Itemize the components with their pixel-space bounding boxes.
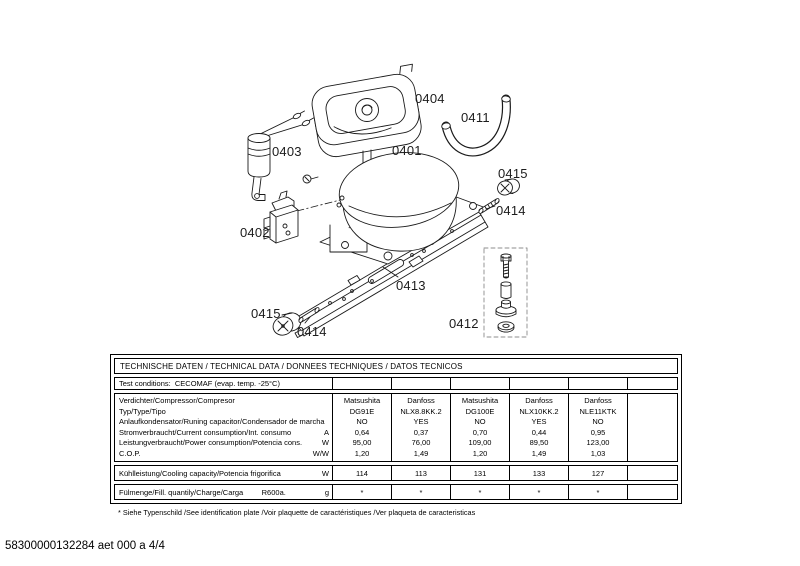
compressor-column-1: Matsushita DG91E NO 0,64 95,00 1,20	[332, 394, 391, 461]
part-label-0411: 0411	[461, 110, 490, 125]
refrigerant-type: R600a.	[261, 487, 286, 497]
part-label-0414-right: 0414	[496, 203, 526, 218]
cooling-capacity-row: Kühlleistung/Cooling capacity/Potencia frigorifica W 114 113 131 133 127	[114, 465, 678, 481]
part-label-0412: 0412	[449, 316, 479, 331]
row-label: Stromverbraucht/Current consumption/Int. consumo A	[119, 427, 329, 437]
compressor	[303, 146, 486, 264]
row-label: Leistungverbraucht/Power consumption/Potencia cons. W	[119, 438, 329, 447]
test-cell-2	[391, 378, 450, 389]
test-cell-4	[509, 378, 568, 389]
part-label-0403: 0403	[272, 144, 302, 159]
part-label-0414-left: 0414	[297, 324, 327, 339]
test-cell-5	[568, 378, 627, 389]
part-label-0415-left: 0415	[251, 306, 281, 321]
table-footnote: * Siehe Typenschild /See identification plate /Voir plaquette de caractéristiques /Ver plaqueta de caracteristicas	[118, 508, 476, 517]
fill-quantity-row: Fülmenge/Fill. quantily/Charge/Carga R600a. g * * * * *	[114, 484, 678, 500]
fixing-kit	[484, 248, 527, 337]
compressor-column-4: Danfoss NLX10KK.2 YES 0,44 89,50 1,49	[509, 394, 568, 461]
compressor-data-block	[114, 393, 678, 462]
part-label-0401: 0401	[392, 143, 422, 158]
test-conditions-label: Test conditions: CECOMAF (evap. temp. -25°C)	[119, 379, 280, 388]
table-title: TECHNISCHE DATEN / TECHNICAL DATA / DONNEES TECHNIQUES / DATOS TECNICOS	[120, 361, 463, 371]
compressor-column-2: Danfoss NLX8.8KK.2 YES 0,37 76,00 1,49	[391, 394, 450, 461]
table-title-row	[114, 358, 678, 374]
fill-quantity-label: Fülmenge/Fill. quantily/Charge/Carga R600a. g	[119, 487, 329, 497]
part-label-0415-right: 0415	[498, 166, 528, 181]
technical-data-table	[110, 354, 682, 504]
cooling-capacity-label: Kühlleistung/Cooling capacity/Potencia frigorifica W	[119, 468, 329, 478]
part-label-0402: 0402	[240, 225, 270, 240]
relay-connector-line	[297, 200, 340, 211]
test-conditions-row	[114, 377, 678, 390]
part-label-0413: 0413	[396, 278, 426, 293]
row-label: Typ/Type/Tipo	[119, 406, 166, 416]
compressor-column-5: Danfoss NLE11KTK NO 0,95 123,00 1,03	[568, 394, 627, 461]
row-label: Verdichter/Compressor/Compresor	[119, 396, 235, 405]
compressor-column-3: Matsushita DG100E NO 0,70 109,00 1,20	[450, 394, 509, 461]
row-label: C.O.P. W/W	[119, 448, 329, 458]
test-cell-6	[627, 378, 677, 389]
compressor-column-empty	[627, 394, 677, 461]
test-cell-3	[450, 378, 509, 389]
test-cell-1	[332, 378, 391, 389]
row-labels-column	[115, 394, 332, 461]
row-label: Anlaufkondensator/Runing capacitor/Condensador de marcha	[119, 417, 325, 426]
part-label-0404: 0404	[415, 91, 445, 106]
document-code: 58300000132284 aet 000 a 4/4	[5, 540, 165, 552]
